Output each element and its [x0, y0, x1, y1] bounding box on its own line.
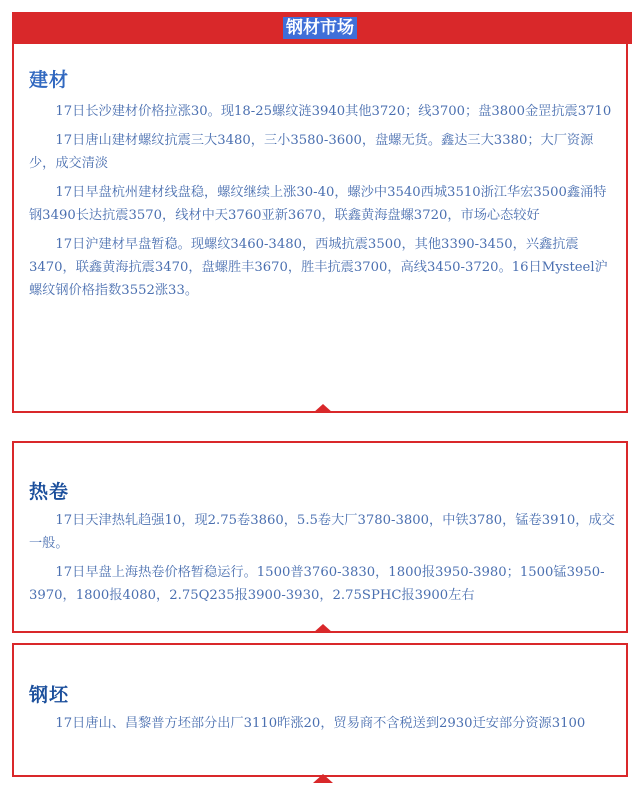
section-paragraph: 17日沪建材早盘暂稳。现螺纹3460-3480，西城抗震3500，其他3390-3450，兴鑫抗震3470，联鑫黄海抗震3470，盘螺胜丰3670，胜丰抗震3700，高线3450-3720。16日Mysteel沪螺纹钢价格指数3552涨33。 [29, 237, 608, 298]
section-paragraph: 17日早盘上海热卷价格暂稳运行。1500普3760-3830，1800报3950-3980；1500锰3950-3970，1800报4080，2.75Q235报3900-3930，2.75SPHC报3900左右 [29, 565, 605, 603]
section-heading: 建材 [29, 69, 70, 91]
section-paragraph: 17日唐山建材螺纹抗震三大3480，三小3580-3600，盘螺无货。鑫达三大3380；大厂资源少，成交清淡 [29, 133, 594, 171]
section-card-hot-coil [12, 441, 628, 633]
section-paragraph: 17日早盘杭州建材线盘稳，螺纹继续上涨30-40，螺沙中3540西城3510浙江华宏3500鑫涌特钢3490长达抗震3570，线材中天3760亚新3670，联鑫黄海盘螺3720，市场心态较好 [29, 185, 607, 223]
section-card-rebar [12, 44, 628, 413]
section-paragraph: 17日天津热轧趋强10，现2.75卷3860，5.5卷大厂3780-3800，中铁3780，锰卷3910，成交一般。 [29, 513, 615, 551]
section-heading: 热卷 [29, 481, 70, 503]
section-paragraph: 17日长沙建材价格拉涨30。现18-25螺纹涟3940其他3720；线3700；盘3800金罡抗震3710 [55, 104, 612, 119]
divider-triangle-icon [313, 624, 333, 633]
page-title: 钢材市场 [283, 17, 357, 39]
divider-triangle-icon [313, 774, 333, 783]
section-heading: 钢坯 [29, 684, 70, 706]
section-card-billet [12, 643, 628, 777]
section-paragraph: 17日唐山、昌黎普方坯部分出厂3110昨涨20，贸易商不含税送到2930迁安部分资源3100 [55, 716, 586, 731]
divider-triangle-icon [313, 404, 333, 413]
